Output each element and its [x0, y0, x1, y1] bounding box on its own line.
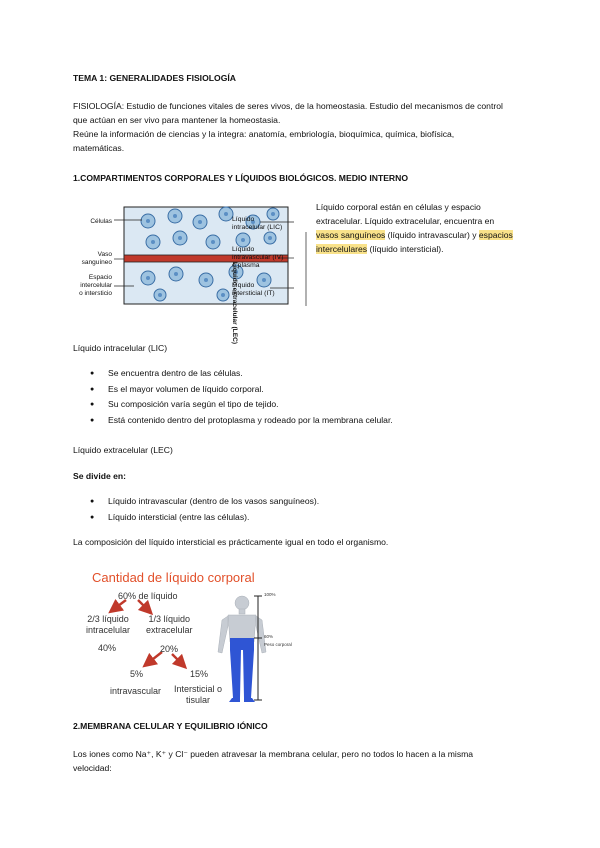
label-lic: Líquido intracelular (LIC) [232, 216, 283, 231]
fig-top-label: 60% de líquido [118, 591, 178, 601]
list-item: ● Líquido intravascular (dentro de los vasos sanguíneos). [90, 494, 319, 510]
intro-line-1: FISIOLOGÍA: Estudio de funciones vitales de seres vivos, de la homeostasia. Estudio del mecanismos de control [73, 101, 503, 111]
lec-divide: Se divide en: [73, 471, 127, 481]
label-sanguineo: sanguíneo [81, 259, 112, 266]
lic-bullet-list [90, 366, 393, 428]
section-2-line-2: velocidad: [73, 763, 112, 773]
fig-intracellular-pct: 40% [98, 643, 117, 653]
figure-2-title: Cantidad de líquido corporal [92, 570, 255, 585]
compartments-text: Líquido corporal están en células y espacio extracelular. Líquido extracelular, encuentra en vasos sanguíneos (líquido intravascular) y espacios intercelulares (líquido intersticial). [316, 202, 513, 254]
fig-iv-label: intravascular [110, 686, 162, 696]
arrow-to-extracellular [138, 600, 148, 610]
list-item: ● Líquido intersticial (entre las células). [90, 510, 319, 526]
list-item: ● Se encuentra dentro de las células. [90, 366, 393, 382]
label-espacio: Espacio [88, 274, 112, 281]
fig-iv-pct: 5% [130, 669, 144, 679]
body-water-left-foot [229, 698, 240, 702]
label-intersticio: o intersticio [79, 290, 112, 297]
section-2-line-1: Los iones como Na⁺, K⁺ y Cl⁻ pueden atravesar la membrana celular, pero no todos lo hacen a la misma [73, 749, 474, 759]
fig-extracellular-label: 1/3 líquido extracelular [146, 614, 193, 635]
label-celulas: Células [90, 218, 112, 225]
fig-intracellular-label: 2/3 líquido intracelular [86, 614, 131, 635]
page-title: TEMA 1: GENERALIDADES FISIOLOGÍA [73, 73, 236, 83]
scale-60: 60% [264, 634, 274, 639]
intro-line-2: que actúan en ser vivo para mantener la homeostasia. [73, 115, 281, 125]
fig-it-pct: 15% [190, 669, 209, 679]
lec-note: La composición del líquido intersticial es prácticamente igual en todo el organismo. [73, 537, 389, 547]
fig-extracellular-pct: 20% [160, 644, 179, 654]
intro-line-3: Reúne la información de ciencias y la integra: anatomía, embriología, bioquímica, química, biofísica, [73, 129, 455, 139]
weight-scale-bar [254, 594, 268, 704]
list-item: ● Su composición varía según el tipo de tejido. [90, 397, 393, 413]
section-2-heading: 2.MEMBRANA CELULAR Y EQUILIBRIO IÓNICO [73, 721, 268, 731]
fig-it-label: Intersticial o tisular [174, 684, 223, 705]
neck [239, 609, 245, 614]
label-it: Líquido intersticial (IT) [232, 282, 275, 297]
section-1-heading: 1.COMPARTIMENTOS CORPORALES Y LÍQUIDOS BIOLÓGICOS. MEDIO INTERNO [73, 173, 409, 183]
body-water-hips [230, 638, 254, 650]
torso [228, 615, 256, 642]
left-arm [218, 616, 228, 653]
lec-bullet-list [90, 494, 319, 525]
scale-60-sub: Peso corporal [264, 642, 292, 647]
lic-heading: Líquido intracelular (LIC) [73, 343, 168, 353]
arrow-to-interstitial [172, 654, 182, 664]
body-water-left-leg [230, 650, 241, 698]
head [235, 596, 249, 610]
scale-100: 100% [264, 592, 276, 597]
body-water-right-leg [243, 650, 254, 698]
list-item: ● Es el mayor volumen de líquido corporal. [90, 382, 393, 398]
label-intercelular: intercelular [80, 282, 112, 289]
list-item: ● Está contenido dentro del protoplasma y rodeado por la membrana celular. [90, 413, 393, 429]
intro-line-4: matemáticas. [73, 143, 125, 153]
label-iv: Líquido intravascular (IV) o plasma [232, 246, 284, 269]
lec-heading: Líquido extracelular (LEC) [73, 445, 173, 455]
label-lec-vertical: Líquido extracelular (LEC) [231, 262, 238, 345]
label-vaso: Vaso [97, 251, 112, 258]
arrow-to-intracellular [114, 600, 126, 609]
